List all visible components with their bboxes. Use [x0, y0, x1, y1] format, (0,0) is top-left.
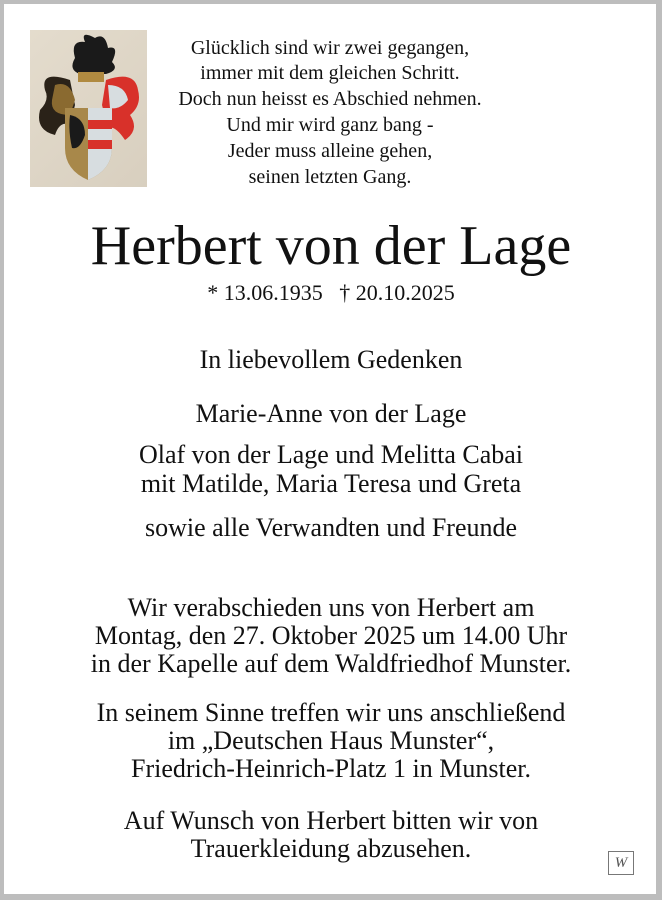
service-line: Montag, den 27. Oktober 2025 um 14.00 Uhr	[94, 621, 568, 650]
poem-line: Jeder muss alleine gehen,	[227, 140, 433, 162]
gathering-line: In seinem Sinne treffen wir uns anschließend	[96, 698, 566, 727]
memorial-heading: In liebevollem Gedenken	[199, 345, 463, 374]
coat-of-arms-icon	[30, 30, 147, 187]
poem-line: Doch nun heisst es Abschied nehmen.	[178, 88, 482, 110]
deceased-name: Herbert von der Lage	[90, 215, 572, 277]
request-line: Trauerkleidung abzusehen.	[190, 834, 472, 863]
service-line: in der Kapelle auf dem Waldfriedhof Munster.	[90, 649, 572, 678]
poem-line: Und mir wird ganz bang -	[226, 114, 434, 136]
service-line: Wir verabschieden uns von Herbert am	[127, 593, 535, 622]
mourner-line: Marie-Anne von der Lage	[195, 399, 467, 428]
gathering-line: Friedrich-Heinrich-Platz 1 in Munster.	[130, 754, 532, 783]
poem-line: Glücklich sind wir zwei gegangen,	[190, 37, 470, 59]
mourner-line: sowie alle Verwandten und Freunde	[144, 513, 518, 542]
poem-line: seinen letzten Gang.	[248, 166, 412, 188]
gathering-line: im „Deutschen Haus Munster“,	[167, 726, 495, 755]
request-line: Auf Wunsch von Herbert bitten wir von	[123, 806, 539, 835]
publisher-logo-icon: W	[608, 851, 634, 875]
mourner-line: Olaf von der Lage und Melitta Cabai	[138, 440, 524, 469]
poem-line: immer mit dem gleichen Schritt.	[200, 62, 460, 84]
mourner-line: mit Matilde, Maria Teresa und Greta	[140, 469, 522, 498]
life-dates: * 13.06.1935 † 20.10.2025	[207, 280, 455, 305]
